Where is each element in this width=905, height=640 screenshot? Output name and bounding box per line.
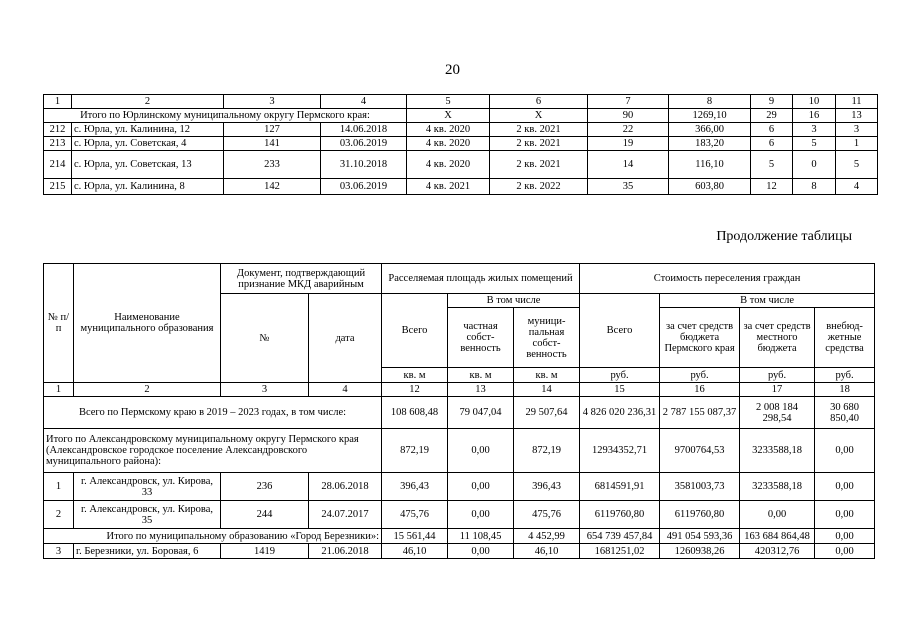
header-cost-regional: за счет средств бюджета Пермского края xyxy=(660,308,740,368)
table-cell: 12 xyxy=(751,179,793,195)
table-cell: 236 xyxy=(221,473,309,501)
table-cell: 420312,76 xyxy=(740,544,815,559)
total-value: 29 xyxy=(751,109,793,123)
total-value: 872,19 xyxy=(514,429,580,473)
unit-cell: руб. xyxy=(815,368,875,383)
total-value: 16 xyxy=(793,109,836,123)
table-cell: 24.07.2017 xyxy=(309,501,382,529)
table-cell: 3 xyxy=(44,544,74,559)
table-cell: с. Юрла, ул. Калинина, 12 xyxy=(72,123,224,137)
total-value: 0,00 xyxy=(815,429,875,473)
table-cell: 4 кв. 2021 xyxy=(407,179,490,195)
total-value: 163 684 864,48 xyxy=(740,529,815,544)
total-value: Х xyxy=(407,109,490,123)
column-number-row xyxy=(44,95,878,109)
total-value: 108 608,48 xyxy=(382,397,448,429)
table-cell: 215 xyxy=(44,179,72,195)
table-cell: 03.06.2019 xyxy=(321,179,407,195)
column-number-row xyxy=(44,383,875,397)
header-doc-number: № xyxy=(221,294,309,383)
table-cell: г. Александровск, ул. Кирова, 35 xyxy=(74,501,221,529)
unit-cell: руб. xyxy=(740,368,815,383)
column-number: 8 xyxy=(669,95,751,109)
table-cell: 19 xyxy=(588,137,669,151)
header-cost-extra: внебюд-жетные средства xyxy=(815,308,875,368)
header-num: № п/п xyxy=(44,264,74,383)
table-cell: 0,00 xyxy=(815,544,875,559)
table-row xyxy=(44,473,875,501)
table-cell: 1260938,26 xyxy=(660,544,740,559)
table-cell: 1 xyxy=(836,137,878,151)
table-cell: 183,20 xyxy=(669,137,751,151)
header-cost: Стоимость переселения граждан xyxy=(580,264,875,294)
total-value: 872,19 xyxy=(382,429,448,473)
table-cell: 0,00 xyxy=(448,544,514,559)
table-row xyxy=(44,123,878,137)
column-number: 16 xyxy=(660,383,740,397)
table-row xyxy=(44,151,878,179)
column-number: 1 xyxy=(44,95,72,109)
table-cell: 14.06.2018 xyxy=(321,123,407,137)
header-cost-total: Всего xyxy=(580,294,660,368)
table-cell: с. Юрла, ул. Советская, 13 xyxy=(72,151,224,179)
table-cell: 396,43 xyxy=(382,473,448,501)
table-row xyxy=(44,179,878,195)
table-cell: 2 кв. 2021 xyxy=(490,137,588,151)
table-row xyxy=(44,501,875,529)
total-value: 0,00 xyxy=(815,529,875,544)
table-cell: 6814591,91 xyxy=(580,473,660,501)
unit-cell: кв. м xyxy=(448,368,514,383)
continuation-title: Продолжение таблицы xyxy=(716,229,852,244)
total-alexandrovsk-row xyxy=(44,429,875,473)
table-cell: 0 xyxy=(793,151,836,179)
total-value: 90 xyxy=(588,109,669,123)
total-value: 0,00 xyxy=(448,429,514,473)
table-cell: 6 xyxy=(751,137,793,151)
total-row xyxy=(44,109,878,123)
table-cell: 46,10 xyxy=(514,544,580,559)
column-number: 3 xyxy=(221,383,309,397)
table-cell: г. Березники, ул. Боровая, 6 xyxy=(74,544,221,559)
table-cell: 03.06.2019 xyxy=(321,137,407,151)
column-number: 7 xyxy=(588,95,669,109)
total-value: 9700764,53 xyxy=(660,429,740,473)
total-label: Итого по муниципальному образованию «Город Березники»: xyxy=(44,529,382,544)
total-label: Всего по Пермскому краю в 2019 – 2023 годах, в том числе: xyxy=(44,397,382,429)
total-value: 4 826 020 236,31 xyxy=(580,397,660,429)
table-cell: 4 кв. 2020 xyxy=(407,123,490,137)
table-cell: 213 xyxy=(44,137,72,151)
table-cell: 141 xyxy=(224,137,321,151)
table-cell: 1 xyxy=(44,473,74,501)
table-cell: 0,00 xyxy=(448,473,514,501)
table-cell: 4 кв. 2020 xyxy=(407,137,490,151)
header-cost-incl: В том числе xyxy=(660,294,875,308)
column-number: 6 xyxy=(490,95,588,109)
table-cell: 212 xyxy=(44,123,72,137)
table-row xyxy=(44,137,878,151)
table-cell: 603,80 xyxy=(669,179,751,195)
table-cell: 21.06.2018 xyxy=(309,544,382,559)
table-cell: 2 кв. 2021 xyxy=(490,151,588,179)
table-cell: 2 кв. 2021 xyxy=(490,123,588,137)
header-municipality: Наименование муниципального образования xyxy=(74,264,221,383)
total-value: 13 xyxy=(836,109,878,123)
column-number: 14 xyxy=(514,383,580,397)
table-cell: 366,00 xyxy=(669,123,751,137)
table-cell: 6119760,80 xyxy=(580,501,660,529)
table-cell: 3233588,18 xyxy=(740,473,815,501)
table-cell: 3581003,73 xyxy=(660,473,740,501)
unit-cell: кв. м xyxy=(514,368,580,383)
table-cell: 31.10.2018 xyxy=(321,151,407,179)
total-value: 2 787 155 087,37 xyxy=(660,397,740,429)
page-number: 20 xyxy=(445,62,460,78)
total-value: 1269,10 xyxy=(669,109,751,123)
table-cell: 35 xyxy=(588,179,669,195)
total-berezniki-row xyxy=(44,529,875,544)
table-cell: 142 xyxy=(224,179,321,195)
total-value: 2 008 184 298,54 xyxy=(740,397,815,429)
total-value: 4 452,99 xyxy=(514,529,580,544)
column-number: 4 xyxy=(321,95,407,109)
table-cell: г. Александровск, ул. Кирова, 33 xyxy=(74,473,221,501)
table-cell: 0,00 xyxy=(815,473,875,501)
column-number: 3 xyxy=(224,95,321,109)
table-cell: 475,76 xyxy=(514,501,580,529)
table-cell: 0,00 xyxy=(448,501,514,529)
total-value: Х xyxy=(490,109,588,123)
table-cell: 22 xyxy=(588,123,669,137)
header-row-1 xyxy=(44,264,875,294)
table-cell: 127 xyxy=(224,123,321,137)
table-cell: 116,10 xyxy=(669,151,751,179)
table-cell: 3 xyxy=(836,123,878,137)
column-number: 1 xyxy=(44,383,74,397)
unit-cell: руб. xyxy=(660,368,740,383)
column-number: 11 xyxy=(836,95,878,109)
table-cell: 2 кв. 2022 xyxy=(490,179,588,195)
table-cell: 5 xyxy=(751,151,793,179)
column-number: 2 xyxy=(72,95,224,109)
column-number: 18 xyxy=(815,383,875,397)
table-cell: 4 кв. 2020 xyxy=(407,151,490,179)
column-number: 4 xyxy=(309,383,382,397)
table-cell: 0,00 xyxy=(815,501,875,529)
table-cell: 1419 xyxy=(221,544,309,559)
unit-cell: кв. м xyxy=(382,368,448,383)
header-area-incl: В том числе xyxy=(448,294,580,308)
total-value: 15 561,44 xyxy=(382,529,448,544)
total-value: 11 108,45 xyxy=(448,529,514,544)
total-label: Итого по Юрлинскому муниципальному округу Пермского края: xyxy=(44,109,407,123)
column-number: 12 xyxy=(382,383,448,397)
header-area-total: Всего xyxy=(382,294,448,368)
column-number: 5 xyxy=(407,95,490,109)
table-cell: 6 xyxy=(751,123,793,137)
total-value: 3233588,18 xyxy=(740,429,815,473)
table-cell: 3 xyxy=(793,123,836,137)
table-cell: с. Юрла, ул. Калинина, 8 xyxy=(72,179,224,195)
resettlement-cost-table xyxy=(43,263,875,559)
table-cell: 5 xyxy=(793,137,836,151)
resettlement-schedule-table xyxy=(43,94,878,195)
table-cell: с. Юрла, ул. Советская, 4 xyxy=(72,137,224,151)
table-cell: 1681251,02 xyxy=(580,544,660,559)
table-cell: 475,76 xyxy=(382,501,448,529)
header-area-municipal: муници-пальная собст-венность xyxy=(514,308,580,368)
column-number: 9 xyxy=(751,95,793,109)
table-cell: 2 xyxy=(44,501,74,529)
header-document: Документ, подтверждающий признание МКД аварийным xyxy=(221,264,382,294)
column-number: 13 xyxy=(448,383,514,397)
column-number: 2 xyxy=(74,383,221,397)
total-value: 491 054 593,36 xyxy=(660,529,740,544)
header-area: Расселяемая площадь жилых помещений xyxy=(382,264,580,294)
header-doc-date: дата xyxy=(309,294,382,383)
table-cell: 396,43 xyxy=(514,473,580,501)
total-value: 79 047,04 xyxy=(448,397,514,429)
table-row xyxy=(44,544,875,559)
column-number: 15 xyxy=(580,383,660,397)
total-perm-row xyxy=(44,397,875,429)
header-cost-local: за счет средств местного бюджета xyxy=(740,308,815,368)
total-value: 30 680 850,40 xyxy=(815,397,875,429)
header-area-private: частная собст-венность xyxy=(448,308,514,368)
total-value: 12934352,71 xyxy=(580,429,660,473)
total-value: 29 507,64 xyxy=(514,397,580,429)
table-cell: 46,10 xyxy=(382,544,448,559)
table-cell: 244 xyxy=(221,501,309,529)
table-cell: 5 xyxy=(836,151,878,179)
table-cell: 233 xyxy=(224,151,321,179)
table-cell: 214 xyxy=(44,151,72,179)
table-cell: 4 xyxy=(836,179,878,195)
unit-cell: руб. xyxy=(580,368,660,383)
table-cell: 28.06.2018 xyxy=(309,473,382,501)
column-number: 17 xyxy=(740,383,815,397)
total-value: 654 739 457,84 xyxy=(580,529,660,544)
table-cell: 8 xyxy=(793,179,836,195)
table-cell: 0,00 xyxy=(740,501,815,529)
table-cell: 6119760,80 xyxy=(660,501,740,529)
column-number: 10 xyxy=(793,95,836,109)
table-cell: 14 xyxy=(588,151,669,179)
total-label: Итого по Александровскому муниципальному округу Пермского края (Александровское городское поселение Александровского муниципального района): xyxy=(44,429,382,473)
